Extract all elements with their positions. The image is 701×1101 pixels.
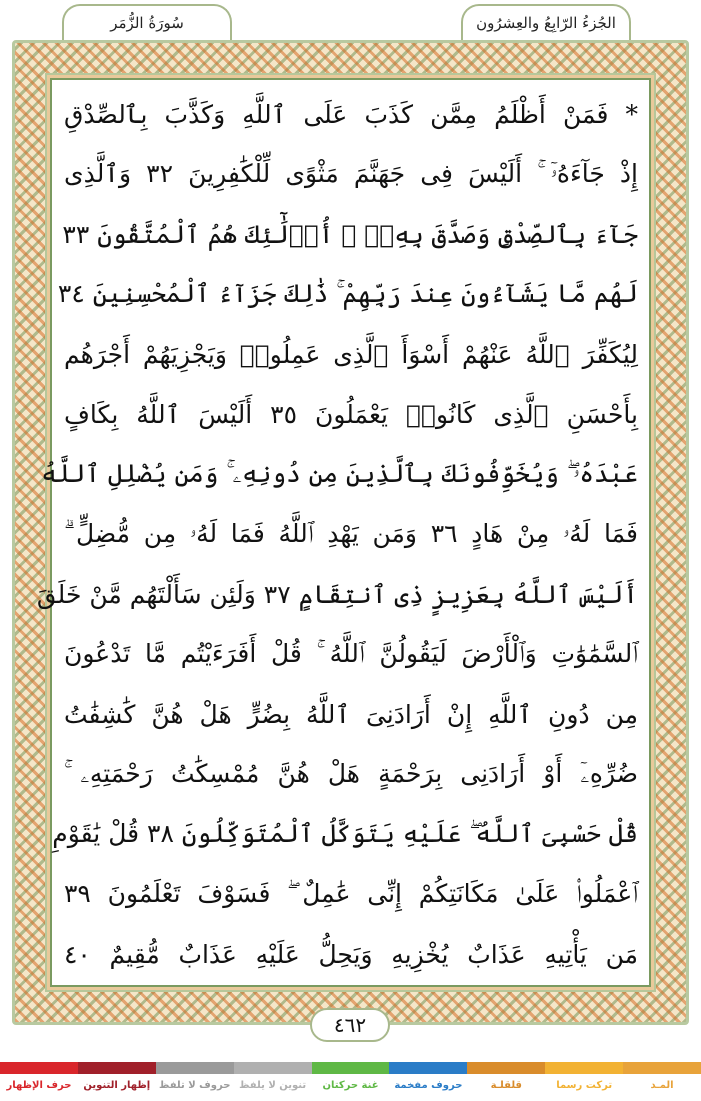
legend-label: قلقلـة: [490, 1080, 522, 1091]
quran-text-area: [36, 84, 639, 984]
legend-item: [623, 1062, 701, 1101]
tajweed-color-legend: [0, 1062, 701, 1101]
legend-label: غنة حركتان: [322, 1080, 379, 1091]
legend-label: تنوين لا يلفظ: [239, 1080, 307, 1091]
text-line: عَبْدَهُۥ ۖ وَيُخَوِّفُونَكَ بِٱلَّذِينَ مِن دُونِهِۦ ۚ وَمَن يُضْلِلِ ٱللَّهُ: [41, 459, 638, 488]
legend-item: [389, 1062, 467, 1101]
text-line: بِأَحْسَنِ ٱلَّذِى كَانُوا۟ يَعْمَلُونَ ٣٥ أَلَيْسَ ٱللَّهُ بِكَافٍ: [64, 399, 639, 429]
legend-color-bar: [156, 1062, 234, 1074]
legend-label: حروف مفخمة: [394, 1080, 463, 1091]
legend-item: [545, 1062, 623, 1101]
legend-label: إظهار التنوين: [83, 1080, 151, 1091]
text-line: لِيُكَفِّرَ ٱللَّهُ عَنْهُمْ أَسْوَأَ ٱلَّذِى عَمِلُوا۟ وَيَجْزِيَهُمْ أَجْرَهُم: [64, 339, 638, 369]
legend-item: [0, 1062, 78, 1101]
legend-item: [467, 1062, 545, 1101]
legend-color-bar: [623, 1062, 701, 1074]
legend-color-bar: [78, 1062, 156, 1074]
text-line: قُلْ حَسْبِىَ ٱللَّهُ ۖ عَلَيْهِ يَتَوَكَّلُ ٱلْمُتَوَكِّلُونَ ٣٨ قُلْ يَٰقَوْمِ: [52, 819, 638, 848]
juz-title-tab: [461, 4, 631, 40]
legend-color-bar: [0, 1062, 78, 1074]
legend-item: [156, 1062, 234, 1101]
page-number: [310, 1008, 390, 1042]
legend-item: [312, 1062, 390, 1101]
legend-label: حرف الإظهار: [6, 1080, 72, 1091]
legend-color-bar: [312, 1062, 390, 1074]
text-line: * فَمَنْ أَظْلَمُ مِمَّن كَذَبَ عَلَى ٱللَّهِ وَكَذَّبَ بِٱلصِّدْقِ: [64, 99, 638, 129]
legend-label: حروف لا تلفظ: [159, 1080, 231, 1091]
page-number-value: ٤٦٢: [333, 1013, 367, 1037]
surah-title: سُورَةُ الزُّمَر: [110, 14, 184, 32]
text-line: مَن يَأْتِيهِ عَذَابٌ يُخْزِيهِ وَيَحِلُّ عَلَيْهِ عَذَابٌ مُّقِيمٌ ٤٠: [64, 939, 638, 969]
text-line: لَهُم مَّا يَشَآءُونَ عِندَ رَبِّهِمْ ۚ ذَٰلِكَ جَزَآءُ ٱلْمُحْسِنِينَ ٣٤: [57, 279, 638, 308]
text-line: فَمَا لَهُۥ مِنْ هَادٍ ٣٦ وَمَن يَهْدِ ٱللَّهُ فَمَا لَهُۥ مِن مُّضِلٍّ ۗ: [64, 519, 639, 548]
legend-item: [78, 1062, 156, 1101]
text-line: أَلَيْسَ ٱللَّهُ بِعَزِيزٍ ذِى ٱنتِقَامٍ ٣٧ وَلَئِن سَأَلْتَهُم مَّنْ خَلَقَ: [36, 579, 638, 609]
text-line: إِذْ جَآءَهُۥٓ ۚ أَلَيْسَ فِى جَهَنَّمَ مَثْوًى لِّلْكَٰفِرِينَ ٣٢ وَٱلَّذِى: [64, 159, 638, 188]
juz-title: الجُزءُ الرّابِعُ والعِشرُون: [476, 14, 616, 32]
text-line: ٱعْمَلُوا۟ عَلَىٰ مَكَانَتِكُمْ إِنِّى عَٰمِلٌ ۖ فَسَوْفَ تَعْلَمُونَ ٣٩: [64, 879, 638, 908]
text-line: ضُرِّهِۦٓ أَوْ أَرَادَنِى بِرَحْمَةٍ هَلْ هُنَّ مُمْسِكَٰتُ رَحْمَتِهِۦ ۚ: [64, 759, 638, 788]
surah-title-tab: [62, 4, 232, 40]
legend-color-bar: [467, 1062, 545, 1074]
legend-color-bar: [545, 1062, 623, 1074]
legend-color-bar: [234, 1062, 312, 1074]
legend-label: تركت رسما: [556, 1080, 613, 1091]
legend-item: [234, 1062, 312, 1101]
legend-color-bar: [389, 1062, 467, 1074]
legend-label: المـد: [650, 1080, 674, 1091]
text-line: مِن دُونِ ٱللَّهِ إِنْ أَرَادَنِىَ ٱللَّهُ بِضُرٍّ هَلْ هُنَّ كَٰشِفَٰتُ: [64, 699, 638, 729]
text-line: جَآءَ بِٱلصِّدْقِ وَصَدَّقَ بِهِۦٓ ۙ أُو۟لَٰٓئِكَ هُمُ ٱلْمُتَّقُونَ ٣٣: [62, 219, 638, 249]
text-line: ٱلسَّمَٰوَٰتِ وَٱلْأَرْضَ لَيَقُولُنَّ ٱللَّهُ ۚ قُلْ أَفَرَءَيْتُم مَّا تَدْعُونَ: [64, 639, 638, 668]
